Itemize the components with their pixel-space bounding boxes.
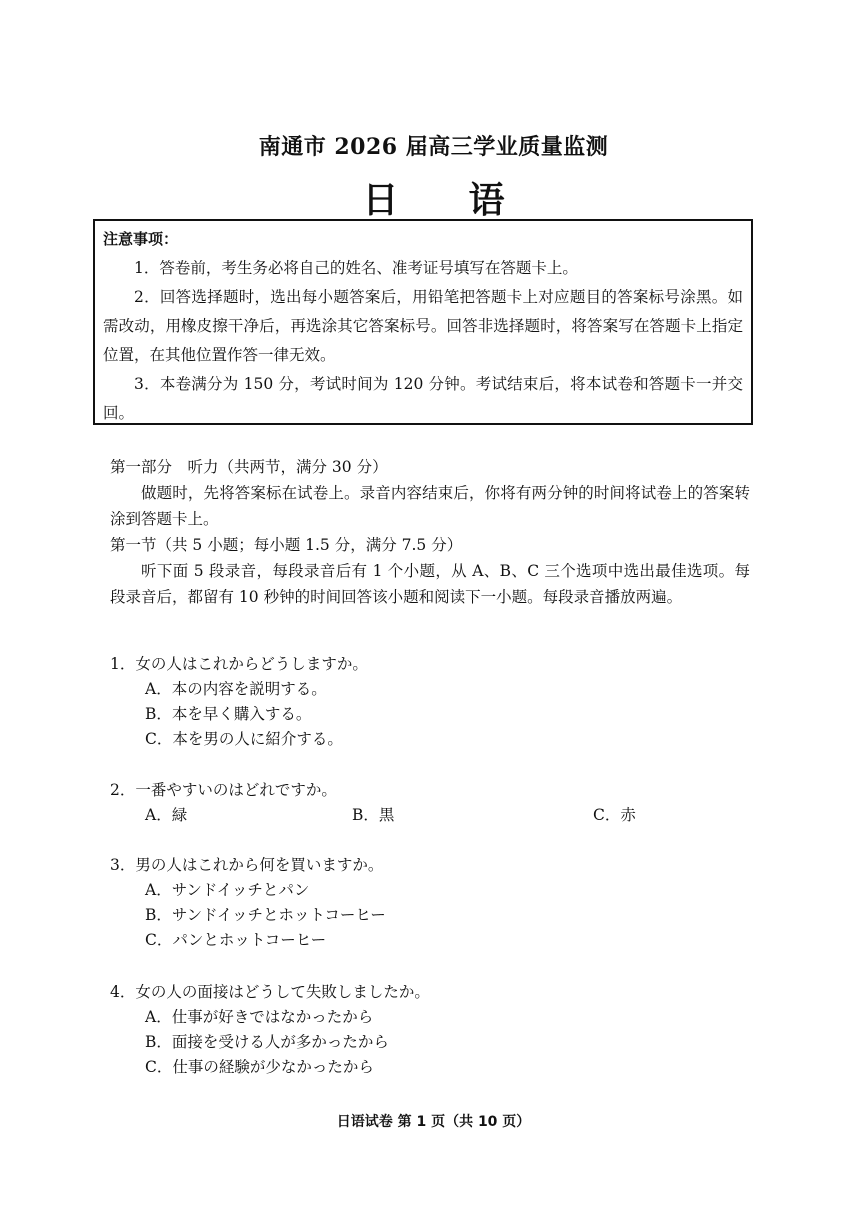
part1-section — [110, 454, 750, 610]
question-option: C．仕事の経験が少なかったから — [145, 1058, 374, 1076]
part1-instruction: 做题时，先将答案标在试卷上。录音内容结束后，你将有两分钟的时间将试卷上的答案转涂到答题卡上。 — [110, 484, 750, 528]
question-option: A．サンドイッチとパン — [145, 881, 310, 899]
subject-char-1: 日 — [362, 180, 399, 221]
notice-box — [93, 219, 753, 425]
question-stem: 4．女の人の面接はどうして失敗しましたか。 — [110, 983, 430, 1001]
question-option: A．本の内容を説明する。 — [145, 680, 327, 698]
notice-item-3: 3．本卷满分为 150 分，考试时间为 120 分钟。考试结束后，将本试卷和答题卡一并交回。 — [103, 375, 743, 422]
part1-heading: 第一部分 听力（共两节，满分 30 分） — [110, 458, 388, 476]
question-stem: 2．一番やすいのはどれですか。 — [110, 781, 337, 799]
question-option: B．本を早く購入する。 — [145, 705, 312, 723]
question-4 — [110, 980, 430, 1080]
question-option: B．面接を受ける人が多かったから — [145, 1033, 389, 1051]
question-1 — [110, 652, 368, 752]
question-option: A．緑 — [145, 806, 188, 824]
question-3 — [110, 853, 386, 953]
question-option: C．本を男の人に紹介する。 — [145, 730, 343, 748]
page-footer: 日语试卷 第 1 页（共 10 页） — [336, 1114, 531, 1130]
exam-title: 南通市 2026 届高三学业质量监测 — [258, 134, 609, 160]
question-2 — [110, 778, 750, 828]
question-stem: 3．男の人はこれから何を買いますか。 — [110, 856, 384, 874]
question-option: B．サンドイッチとホットコーヒー — [145, 906, 386, 924]
question-option: A．仕事が好きではなかったから — [145, 1008, 374, 1026]
question-stem: 1．女の人はこれからどうしますか。 — [110, 655, 368, 673]
subject-heading — [0, 172, 867, 223]
section1-heading: 第一节（共 5 小题；每小题 1.5 分，满分 7.5 分） — [110, 536, 463, 554]
question-option: B．黒 — [352, 806, 395, 824]
section1-instruction: 听下面 5 段录音，每段录音后有 1 个小题，从 A、B、C 三个选项中选出最佳选项。每段录音后，都留有 10 秒钟的时间回答该小题和阅读下一小题。每段录音播放两遍。 — [110, 562, 750, 606]
notice-item-2: 2．回答选择题时，选出每小题答案后，用铅笔把答题卡上对应题目的答案标号涂黑。如需改动，用橡皮擦干净后，再选涂其它答案标号。回答非选择题时，将答案写在答题卡上指定位置，在其他位置作答一律无效。 — [103, 288, 743, 364]
subject-char-2: 语 — [468, 180, 505, 221]
question-option: C．パンとホットコーヒー — [145, 931, 327, 949]
notice-title: 注意事项： — [103, 230, 179, 248]
notice-item-1: 1．答卷前，考生务必将自己的姓名、准考证号填写在答题卡上。 — [134, 259, 578, 277]
question-option: C．赤 — [593, 806, 636, 824]
